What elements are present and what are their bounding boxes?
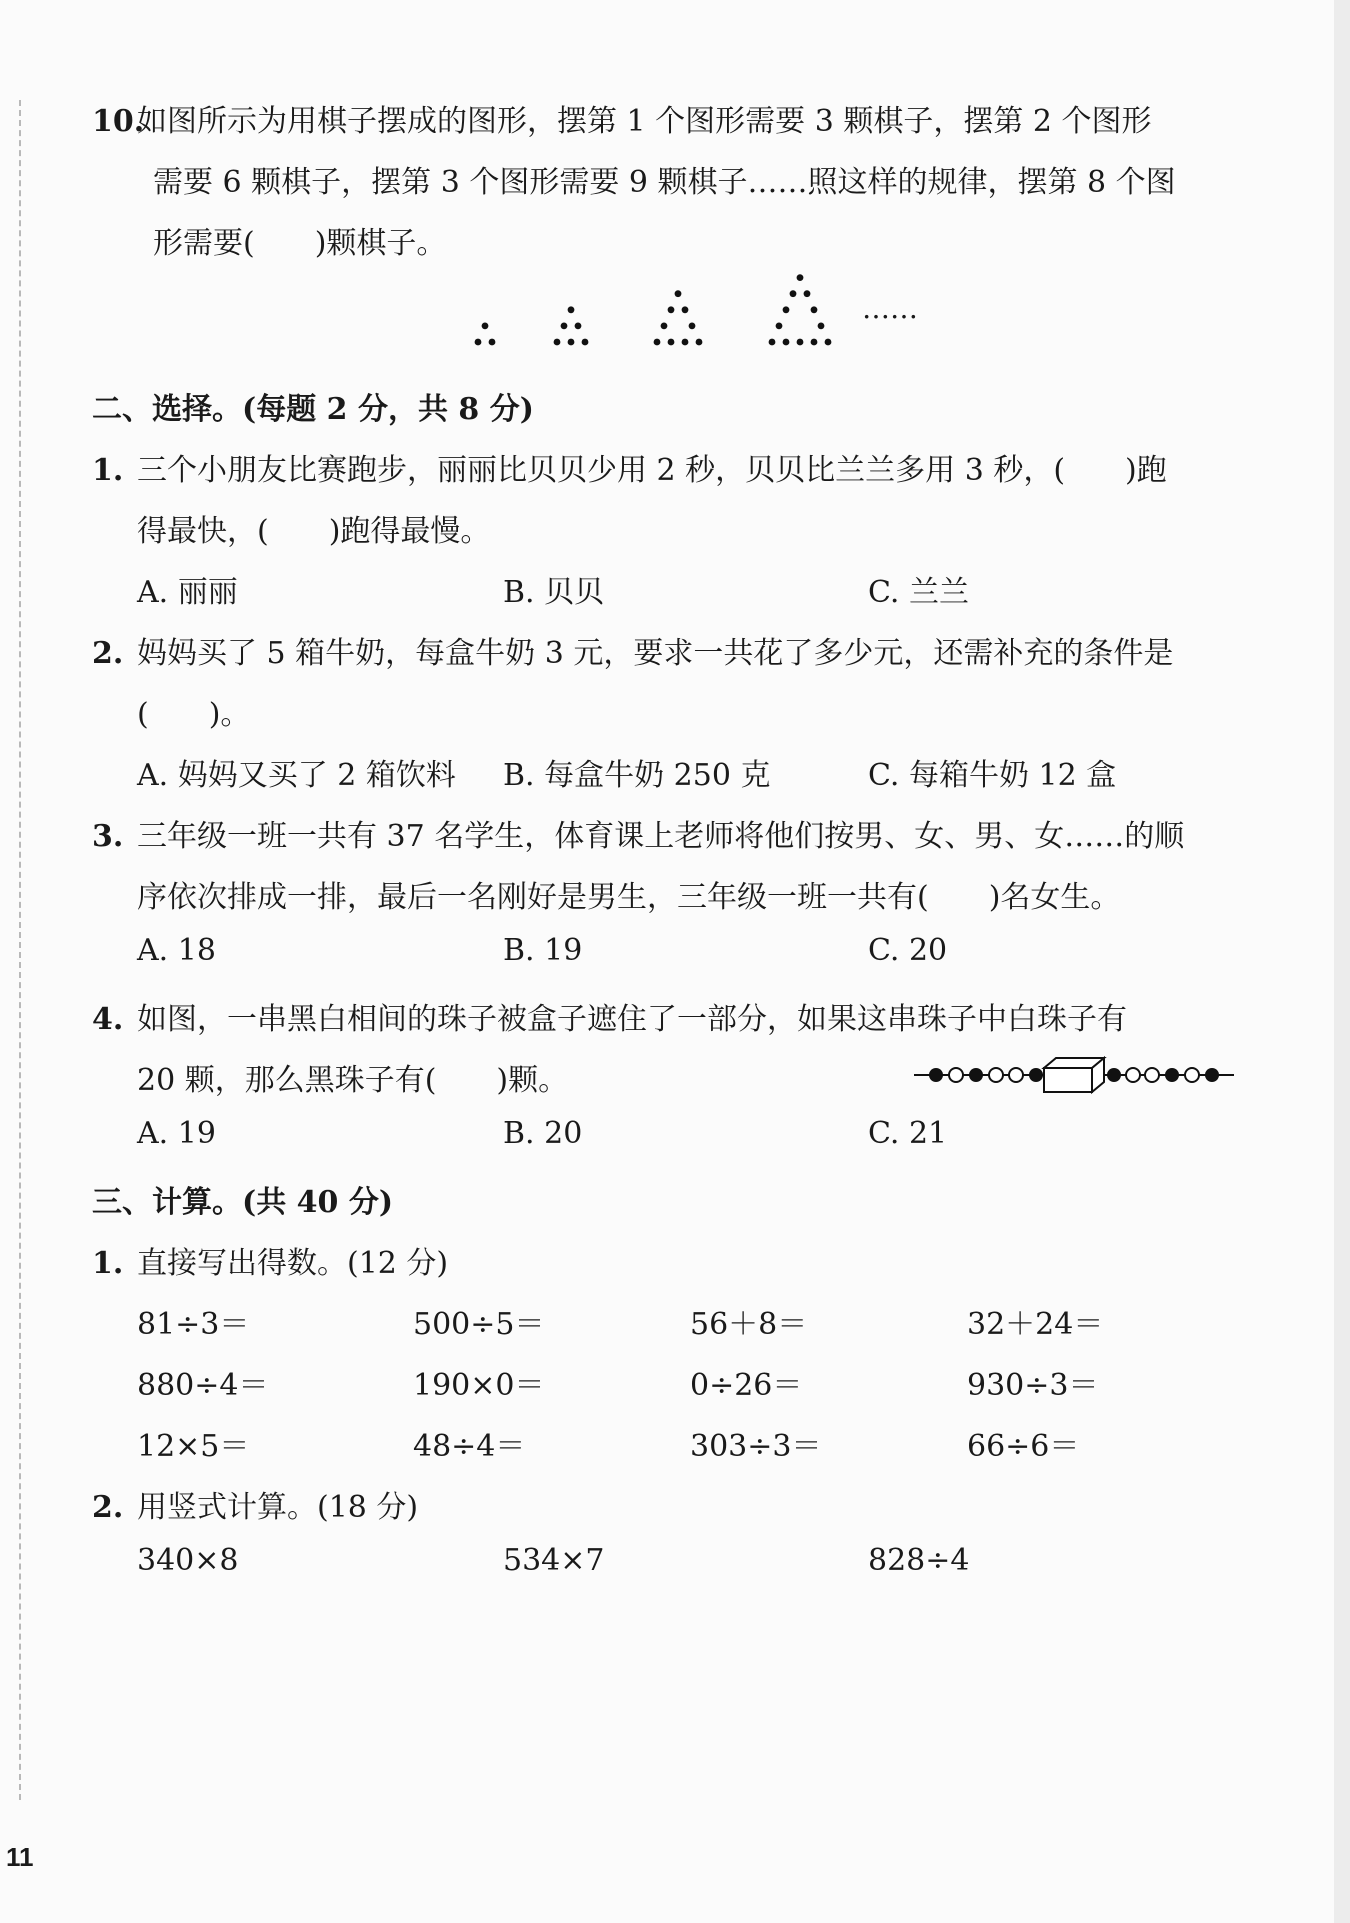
s2-q4-text-1: 如图，一串黑白相间的珠子被盒子遮住了一部分，如果这串珠子中白珠子有 [137,1002,1127,1037]
s2-q3-number: 3. [92,819,124,854]
calc-item[interactable]: 56＋8＝ [690,1307,808,1342]
s2-q1-number: 1. [92,453,124,488]
chess-piece-dot [783,306,790,313]
s2-q3-option-c[interactable]: C. 20 [868,933,948,968]
calc-item[interactable]: 66÷6＝ [967,1429,1080,1464]
white-bead [1145,1068,1159,1082]
s2-q4-option-a[interactable]: A. 19 [137,1116,216,1151]
calc-item[interactable]: 48÷4＝ [413,1429,526,1464]
chess-piece-dot [769,339,776,346]
chess-piece-dot [804,290,811,297]
s2-q1-option-b[interactable]: B. 贝贝 [503,575,605,610]
calc-item[interactable]: 0÷26＝ [690,1368,803,1403]
s2-q3-line2: 序依次排成一排，最后一名刚好是男生，三年级一班一共有( )名女生。 [137,880,1121,915]
s2-q1-option-a[interactable]: A. 丽丽 [137,575,238,610]
s3-q2-number: 2. [92,1490,124,1525]
s3-q1-number: 1. [92,1246,124,1281]
triangle-figure-4 [769,274,832,345]
black-bead [1205,1068,1219,1082]
vertical-calc-item[interactable]: 340×8 [137,1543,239,1578]
q10-text-1: 如图所示为用棋子摆成的图形，摆第 1 个图形需要 3 颗棋子，摆第 2 个图形 [137,104,1152,139]
black-bead [1107,1068,1121,1082]
chess-piece-dot [482,323,489,330]
chess-piece-dot [582,339,589,346]
white-bead [1185,1068,1199,1082]
s2-q3-option-b[interactable]: B. 19 [503,933,583,968]
s2-q2-option-b[interactable]: B. 每盒牛奶 250 克 [503,758,771,793]
calc-item[interactable]: 930÷3＝ [967,1368,1099,1403]
section3-score: (共 40 分) [242,1185,394,1220]
chess-piece-dot [568,306,575,313]
cover-box [1044,1058,1104,1092]
s2-q2-option-a[interactable]: A. 妈妈又买了 2 箱饮料 [137,758,456,793]
s2-q2-option-c[interactable]: C. 每箱牛奶 12 盒 [868,758,1117,793]
figure-ellipsis: …… [862,292,918,325]
chess-piece-dot [654,339,661,346]
q10-line2: 需要 6 颗棋子，摆第 3 个图形需要 9 颗棋子……照这样的规律，摆第 8 个图 [153,165,1176,200]
triangle-figure-3 [654,290,703,345]
s2-q4-number: 4. [92,1002,124,1037]
s2-q3-text-1: 三年级一班一共有 37 名学生，体育课上老师将他们按男、女、男、女……的顺 [137,819,1185,854]
calc-item[interactable]: 303÷3＝ [690,1429,822,1464]
triangle-figure-1 [475,323,496,346]
chess-piece-dot [475,339,482,346]
chess-piece-dot [696,339,703,346]
chess-piece-dot [783,339,790,346]
s2-q2-text-1: 妈妈买了 5 箱牛奶，每盒牛奶 3 元，要求一共花了多少元，还需补充的条件是 [137,636,1174,671]
black-bead [1029,1068,1043,1082]
s2-q4-option-c[interactable]: C. 21 [868,1116,948,1151]
chess-piece-dot [675,290,682,297]
calc-item[interactable]: 81÷3＝ [137,1307,250,1342]
chess-piece-dot [561,323,568,330]
chess-piece-dot [811,339,818,346]
chess-piece-dot [489,339,496,346]
chess-piece-dot [825,339,832,346]
s2-q1-line2: 得最快，( )跑得最慢。 [137,514,491,549]
white-bead [989,1068,1003,1082]
section2-heading [92,384,534,428]
calc-item[interactable]: 880÷4＝ [137,1368,269,1403]
chess-piece-dot [790,290,797,297]
chess-piece-dot [575,323,582,330]
s2-q4-line1 [92,994,1127,1038]
calc-item[interactable]: 500÷5＝ [413,1307,545,1342]
s3-q2-line [92,1482,418,1526]
s2-q3-option-a[interactable]: A. 18 [137,933,216,968]
s2-q1-text-1: 三个小朋友比赛跑步，丽丽比贝贝少用 2 秒，贝贝比兰兰多用 3 秒，( )跑 [137,453,1167,488]
section2-title: 二、选择。 [92,392,242,427]
section2-score: (每题 2 分，共 8 分) [242,392,534,427]
calc-item[interactable]: 32＋24＝ [967,1307,1104,1342]
calc-item[interactable]: 12×5＝ [137,1429,250,1464]
calc-item[interactable]: 190×0＝ [413,1368,545,1403]
s2-q3-line1 [92,811,1184,855]
beads-box-diagram [910,1050,1240,1100]
chess-piece-dot [668,339,675,346]
s2-q2-line1 [92,628,1173,672]
vertical-calc-item[interactable]: 828÷4 [868,1543,970,1578]
chess-piece-dot [797,339,804,346]
chess-triangle-figures [0,0,1334,400]
white-bead [1126,1068,1140,1082]
s3-q2-text: 用竖式计算。(18 分) [137,1490,419,1525]
s2-q4-line2: 20 颗，那么黑珠子有( )颗。 [137,1063,569,1098]
white-bead [1009,1068,1023,1082]
white-bead [949,1068,963,1082]
chess-piece-dot [797,274,804,281]
chess-piece-dot [776,323,783,330]
chess-piece-dot [811,306,818,313]
chess-piece-dot [682,306,689,313]
chess-piece-dot [568,339,575,346]
triangle-figure-2 [554,306,589,345]
q10-line3: 形需要( )颗棋子。 [153,226,447,261]
black-bead [969,1068,983,1082]
chess-piece-dot [554,339,561,346]
s2-q2-line2: ( )。 [137,697,251,732]
black-bead [1165,1068,1179,1082]
vertical-calc-item[interactable]: 534×7 [503,1543,605,1578]
s2-q1-option-c[interactable]: C. 兰兰 [868,575,969,610]
section3-heading [92,1177,393,1221]
s3-q1-line [92,1238,448,1282]
black-bead [929,1068,943,1082]
s2-q1-line1 [92,445,1167,489]
s2-q2-number: 2. [92,636,124,671]
chess-piece-dot [689,323,696,330]
page-number: 11 [6,1842,34,1872]
q10-number: 10. [92,104,145,139]
s2-q4-option-b[interactable]: B. 20 [503,1116,583,1151]
chess-piece-dot [668,306,675,313]
section3-title: 三、计算。 [92,1185,242,1220]
chess-piece-dot [818,323,825,330]
s3-q1-text: 直接写出得数。(12 分) [137,1246,449,1281]
chess-piece-dot [682,339,689,346]
chess-piece-dot [661,323,668,330]
